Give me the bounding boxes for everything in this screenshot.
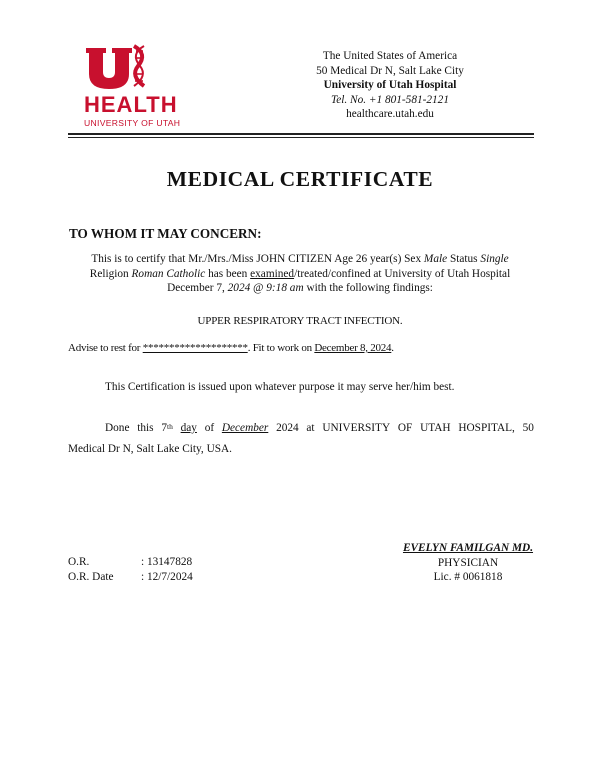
logo-health-word: HEALTH	[84, 92, 178, 117]
advise-text: Advise to rest for	[68, 342, 143, 354]
issuance-day-number: 7	[161, 422, 167, 434]
certification-paragraph	[60, 252, 540, 296]
u-dna-mark-icon	[84, 44, 156, 90]
issuance-word: HOSPITAL,	[458, 422, 515, 434]
physician-name: EVELYN FAMILGAN MD.	[402, 542, 534, 554]
or-number-row	[68, 555, 193, 570]
advise-text: . Fit to work on	[247, 342, 315, 354]
certify-text: with the following findings:	[303, 282, 433, 295]
issuance-word: Done	[105, 422, 130, 434]
advise-text: .	[391, 342, 394, 354]
rest-days-field: ********************	[142, 342, 248, 354]
certify-text: /treated/confined at University of Utah Hospital	[294, 267, 511, 280]
issuance-year: 2024	[276, 422, 299, 434]
fit-to-work-date: December 8, 2024	[314, 342, 392, 354]
header-divider-thin	[68, 137, 534, 138]
physician-title: PHYSICIAN	[437, 556, 499, 569]
diagnosis-finding: UPPER RESPIRATORY TRACT INFECTION.	[197, 315, 403, 327]
patient-status: Single	[480, 253, 509, 265]
or-number-value: : 13147828	[141, 556, 193, 568]
certify-line-1	[60, 252, 540, 267]
rest-advice-line	[68, 342, 394, 354]
hospital-website: healthcare.utah.edu	[346, 108, 434, 120]
physician-license: Lic. # 0061818	[433, 571, 503, 584]
signatory-block	[380, 541, 556, 585]
issuance-word: 50	[522, 422, 534, 434]
hospital-phone: Tel. No. +1 801-581-2121	[331, 93, 449, 106]
header-divider-thick	[68, 133, 534, 135]
or-date-label: O.R. Date	[68, 570, 114, 583]
document-title: MEDICAL CERTIFICATE	[166, 167, 434, 191]
issuance-day	[161, 422, 173, 434]
address-country: The United States of America	[322, 50, 458, 62]
or-number-label: O.R.	[68, 556, 90, 568]
hospital-name: University of Utah Hospital	[323, 79, 457, 91]
or-date-row	[68, 570, 193, 585]
certify-text: Religion	[89, 267, 132, 280]
patient-sex: Male	[423, 253, 448, 265]
salutation: TO WHOM IT MAY CONCERN:	[69, 226, 262, 241]
issuance-word: of	[204, 422, 215, 434]
logo-university-name: UNIVERSITY OF UTAH	[84, 118, 181, 128]
examined-option: examined	[250, 267, 295, 280]
certify-line-3	[60, 281, 540, 296]
purpose-statement: This Certification is issued upon whatever purpose it may serve her/him best.	[105, 381, 455, 393]
certify-text: has been	[205, 267, 251, 280]
issuance-line-1	[105, 422, 534, 434]
certify-text: Status	[447, 253, 481, 265]
issuance-word: UTAH	[420, 422, 451, 434]
certify-line-2	[60, 267, 540, 282]
issuance-word: at	[306, 422, 315, 434]
address-street: 50 Medical Dr N, Salt Lake City	[316, 64, 464, 77]
or-date-value: : 12/7/2024	[141, 570, 193, 583]
certify-text: December 7,	[167, 282, 228, 295]
issuance-month: December	[221, 422, 269, 434]
exam-time: 2024 @ 9:18 am	[227, 282, 304, 295]
patient-religion: Roman Catholic	[131, 267, 206, 280]
certify-text: This is to certify that Mr./Mrs./Miss JOHN CITIZEN Age 26 year(s) Sex	[91, 253, 424, 265]
issuance-word: UNIVERSITY	[322, 422, 391, 434]
issuance-day-suffix: th	[167, 422, 173, 431]
issuance-line-2: Medical Dr N, Salt Lake City, USA.	[68, 443, 232, 455]
issuance-word: OF	[397, 422, 413, 434]
official-receipt-block	[68, 555, 193, 584]
university-of-utah-health-logo	[84, 44, 184, 128]
issuance-word: this	[137, 422, 154, 434]
hospital-address-block	[290, 49, 490, 122]
issuance-word-day: day	[180, 422, 197, 434]
